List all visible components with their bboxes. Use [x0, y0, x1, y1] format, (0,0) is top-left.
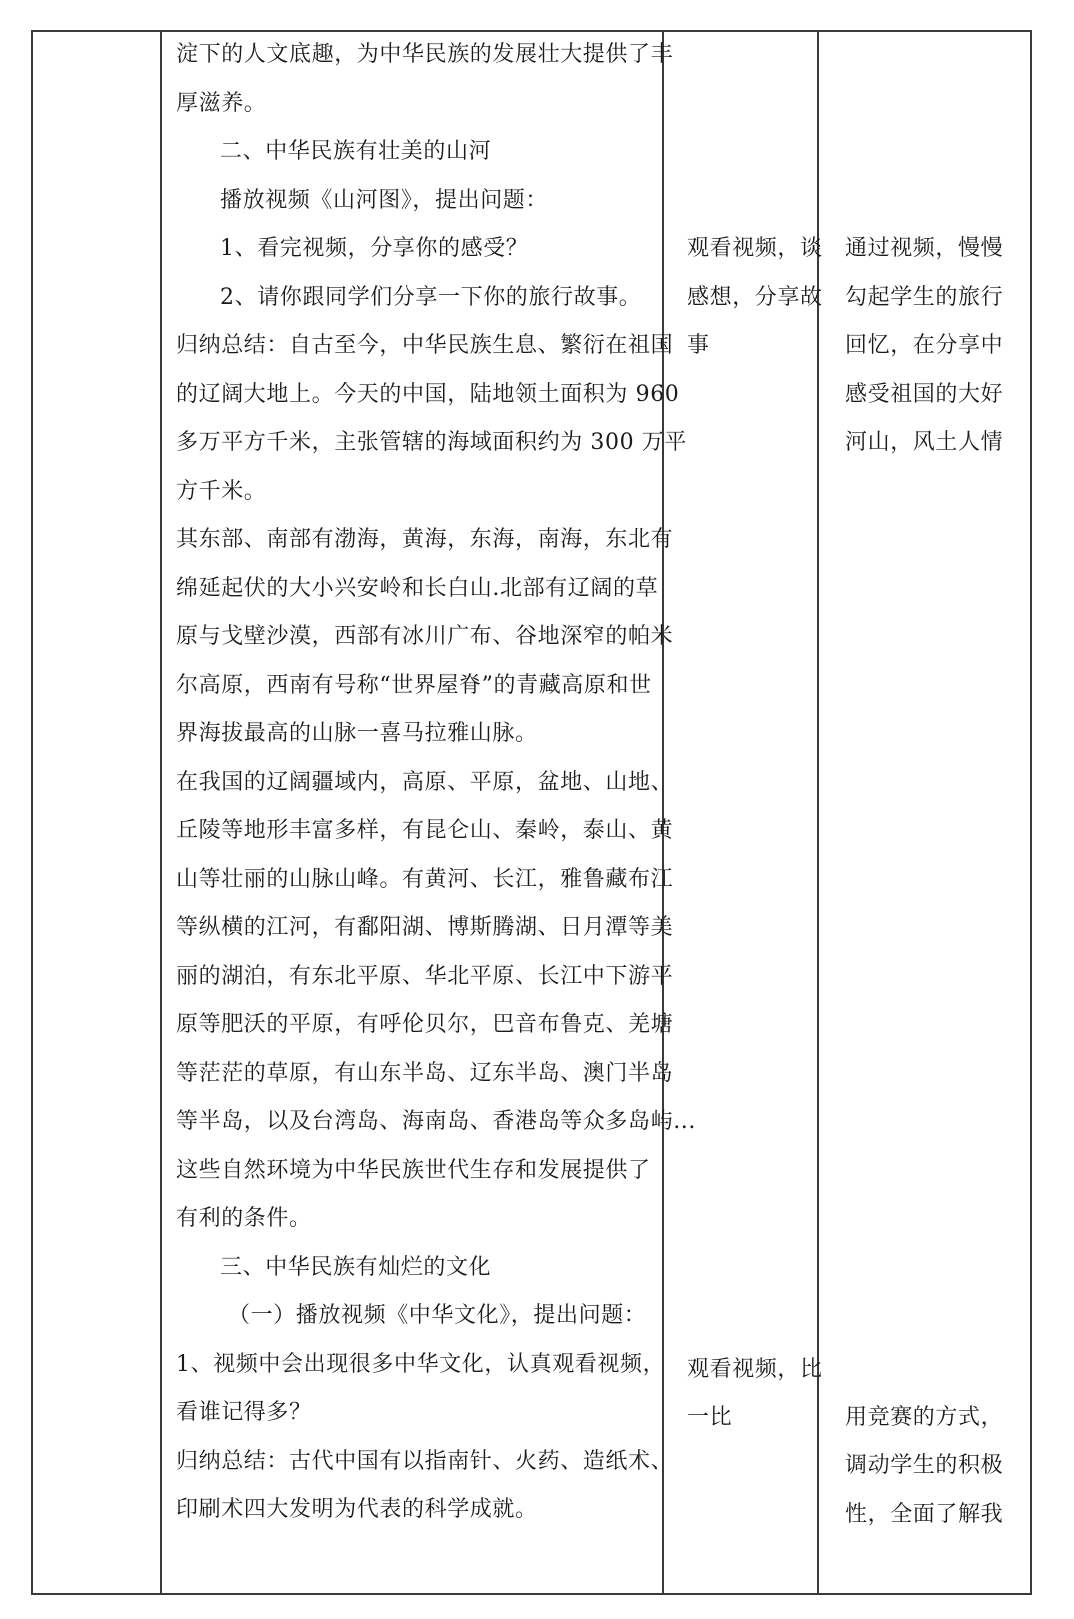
text-line: 多万平方千米，主张管辖的海域面积约为 300 万平 — [176, 430, 687, 455]
intent-line: 调动学生的积极 — [845, 1453, 1004, 1478]
intent-line: 用竞赛的方式， — [845, 1405, 1004, 1430]
text-line: 的辽阔大地上。今天的中国，陆地领土面积为 960 — [176, 382, 680, 407]
intent-line: 勾起学生的旅行 — [845, 285, 1004, 310]
question-line: 1、视频中会出现很多中华文化，认真观看视频， — [176, 1352, 666, 1377]
text-line: 在我国的辽阔疆域内，高原、平原，盆地、山地、 — [176, 770, 674, 795]
student-activity-cell — [687, 30, 829, 1595]
question-line: 2、请你跟同学们分享一下你的旅行故事。 — [220, 285, 642, 310]
text-line: 等纵横的江河，有鄱阳湖、博斯腾湖、日月潭等美 — [176, 915, 674, 940]
text-line: 原等肥沃的平原，有呼伦贝尔，巴音布鲁克、羌塘 — [176, 1012, 674, 1037]
text-line: 等半岛，以及台湾岛、海南岛、香港岛等众多岛屿... — [176, 1109, 696, 1134]
text-line: 厚滋养。 — [176, 91, 267, 116]
text-line: 丘陵等地形丰富多样，有昆仑山、秦岭，泰山、黄 — [176, 818, 674, 843]
table-column-divider — [160, 30, 162, 1595]
teaching-content-cell — [176, 30, 696, 1595]
activity-line: 观看视频，比 — [687, 1357, 823, 1382]
text-line: 原与戈壁沙漠，西部有冰川广布、谷地深窄的帕米 — [176, 624, 674, 649]
text-line: 印刷术四大发明为代表的科学成就。 — [176, 1497, 538, 1522]
text-line: 丽的湖泊，有东北平原、华北平原、长江中下游平 — [176, 964, 674, 989]
text-line: 其东部、南部有渤海，黄海，东海，南海，东北有 — [176, 527, 674, 552]
intent-line: 通过视频，慢慢 — [845, 236, 1004, 261]
intent-line: 性，全面了解我 — [845, 1502, 1004, 1527]
text-line: 这些自然环境为中华民族世代生存和发展提供了 — [176, 1158, 651, 1183]
activity-line: 事 — [687, 333, 710, 358]
text-line: 归纳总结：自古至今，中华民族生息、繁衍在祖国 — [176, 333, 674, 358]
table-border-left — [31, 30, 33, 1595]
text-line: 归纳总结：古代中国有以指南针、火药、造纸术、 — [176, 1449, 674, 1474]
text-line: 播放视频《山河图》，提出问题： — [220, 188, 549, 213]
text-line: 方千米。 — [176, 479, 267, 504]
text-line: 绵延起伏的大小兴安岭和长白山.北部有辽阔的草 — [176, 576, 659, 601]
activity-line: 一比 — [687, 1405, 733, 1430]
text-line: 界海拔最高的山脉一喜马拉雅山脉。 — [176, 721, 538, 746]
section-heading: 三、中华民族有灿烂的文化 — [220, 1255, 492, 1280]
section-heading: 二、中华民族有壮美的山河 — [220, 139, 492, 164]
design-intent-cell — [845, 30, 1015, 1595]
activity-line: 感想，分享故 — [687, 285, 823, 310]
question-line: 1、看完视频，分享你的感受？ — [220, 236, 529, 261]
text-line: 山等壮丽的山脉山峰。有黄河、长江，雅鲁藏布江 — [176, 867, 674, 892]
intent-line: 河山，风土人情 — [845, 430, 1004, 455]
activity-line: 观看视频，谈 — [687, 236, 823, 261]
text-line: 淀下的人文底趣，为中华民族的发展壮大提供了丰 — [176, 42, 674, 67]
table-border-right — [1030, 30, 1032, 1595]
text-line: 等茫茫的草原，有山东半岛、辽东半岛、澳门半岛 — [176, 1061, 674, 1086]
text-line: 看谁记得多？ — [176, 1400, 312, 1425]
text-line: 有利的条件。 — [176, 1206, 312, 1231]
intent-line: 回忆，在分享中 — [845, 333, 1004, 358]
text-line: （一）播放视频《中华文化》，提出问题： — [228, 1303, 647, 1328]
intent-line: 感受祖国的大好 — [845, 382, 1004, 407]
text-line: 尔高原，西南有号称“世界屋脊”的青藏高原和世 — [176, 673, 652, 698]
